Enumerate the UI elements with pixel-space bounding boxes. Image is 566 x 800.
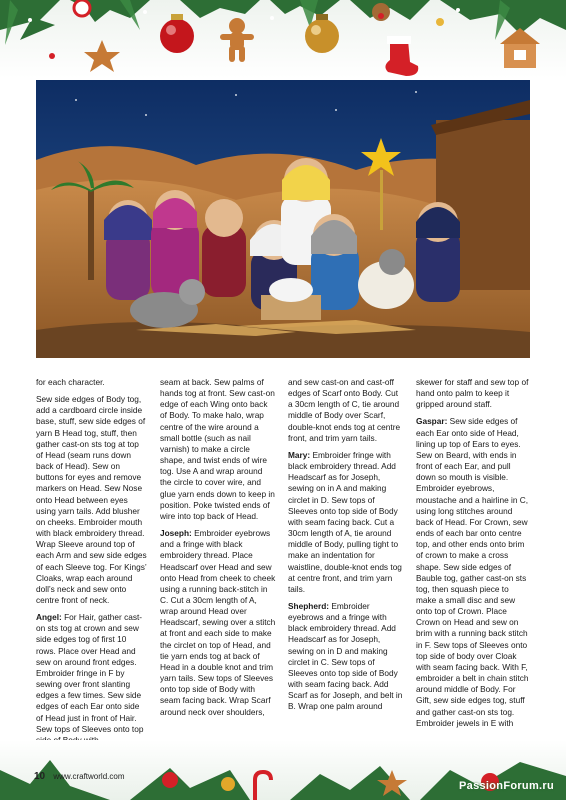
christmas-stocking-icon [385,36,418,76]
page-footer [34,771,124,782]
christmas-banner-top [0,0,566,78]
column-2 [160,377,276,724]
paragraph: Gaspar: Sew side edges of each Ear onto side of Head, lining up top of Ears to eyes. Sew on Beard, with ends in front of each Ear, and pull down so mouth is visible. Embroider eyebrows, moustache and a hairline in C, using long stitches around back of Head. For Crown, sew ends of each bar onto centre top, and other ends onto brim of crown to make a cross shape. Sew side edges of Bauble tog, gather cast-on sts tog, then squash piece to make a small disc and sew onto top of Crown. Place Crown on Head and sew on brim with a running back stitch in F. Sew tops of Sleeves onto top side of body over Cloak with seam facing back. With F, embroider a belt in chain stitch around middle of Body. For Gift, sew side edges tog, stuff and gather cast-on sts tog. Embroider jewels in E with [416,416,529,728]
paragraph: and sew cast-on and cast-off edges of Scarf onto Body. Cut a 30cm length of C, tie around middle of Body over Scarf, double-knot ends tog at centre front, and trim yarn tails. [288,377,401,443]
christmas-garland-top [0,0,566,78]
gingerbread-house-icon [500,28,540,68]
ornament-gold [305,19,339,53]
column-3 [288,377,404,719]
paragraph: for each character. [36,377,105,387]
reindeer-ornament-icon [372,3,390,21]
paragraph: Shepherd: Embroider eyebrows and a fringe with black embroidery thread. Add Headscarf as for Joseph, sewing on in D and making circlet in C. Sew tops of Sleeves onto top side of Body with seam facing back. Add Scarf as for Joseph, and belt in B. Wrap one palm around [288,600,403,712]
paragraph: Joseph: Embroider eyebrows and a fringe with black embroidery thread. Place Headscarf over Head and sew onto Head from cheek to cheek using a running back-stitch in C. Cut a 30cm length of A, wrap around Head over Headscarf, sewing over a stitch at front and each side to make the circlet on top of Head, and tie yarn ends tog at back of Head in a double knot and trim yarn tails. Sew tops of Sleeves onto top side of Body with seam facing back. Wrap Scarf around neck over shoulders, [160,528,276,717]
ornament-red-bottom [162,772,178,788]
watermark: PassionForum.ru [459,780,554,792]
section-heading-shepherd: Shepherd: [288,600,330,611]
nativity-photo [36,80,530,358]
paragraph: seam at back. Sew palms of hands tog at front. Sew cast-on edge of each Wing onto back of Body. To make halo, wrap centre of the wire around a small bottle (such as nail varnish) to make a circle shape, and twist ends of wire tog. Use A and wrap around the circle to cover wire, and glue yarn ends down to keep in position. Poke twisted ends of wire into top back of Head. [160,377,275,521]
site-url: www.craftworld.com [53,772,125,781]
section-heading-angel: Angel: [36,612,62,623]
paragraph: Angel: For Hair, gather cast-on sts tog at crown and sew side edges tog of first 10 rows. Place over Head and sew on around front edges. Embroider fringe in F by sewing over front slanting edges a few times. Sew side edges of each Ear onto side of Head just in front of Hair. Sew tops of Sleeves onto top [36,612,144,734]
column-4 [416,377,530,735]
section-heading-joseph: Joseph: [160,528,192,539]
paragraph: Mary: Embroider fringe with black embroidery thread. Add Headscarf as for Joseph, sewing on in A and making circlet in D. Sew tops of Sleeves onto top side of Body with seam facing back. Cut a 30cm length of A, tie around middle of Body, pulling tight to make an indentation for waistline, double-knot ends tog at centre front, and trim yarn tails. [288,449,402,594]
page-number: 10 [34,771,46,782]
paragraph: Sew side edges of Body tog, add a cardboard circle inside base, stuff, sew side edges of yarn B Head tog, stuff, then gather cast-on sts tog at top of Head (seam runs down back of Head). Sew on buttons for eyes and remove markers on Head. Sew Nose onto Head between eyes using yarn tails. Add blusher on cheeks. Embroider mouth with black embroidery thread. Wrap Sleeve around top of each Arm and sew side edges of each Sleeve tog. For Kings’ Cloaks, wrap each around doll’s neck and sew onto centre front of neck. [36,394,147,605]
paragraph: skewer for staff and sew top of hand onto palm to keep it gripped around staff. [416,377,529,410]
gingerbread-man-icon [220,18,254,62]
gingerbread-star-icon [84,40,120,72]
santa-ornament-icon [74,0,90,16]
section-heading-gaspar: Gaspar: [416,416,448,427]
section-heading-mary: Mary: [288,449,311,460]
ornament-gold-bottom [221,777,235,791]
nativity-scene-illustration [36,80,530,358]
ornament-red-1 [160,19,194,53]
column-1 [36,377,148,752]
candy-cane-icon [255,772,271,800]
